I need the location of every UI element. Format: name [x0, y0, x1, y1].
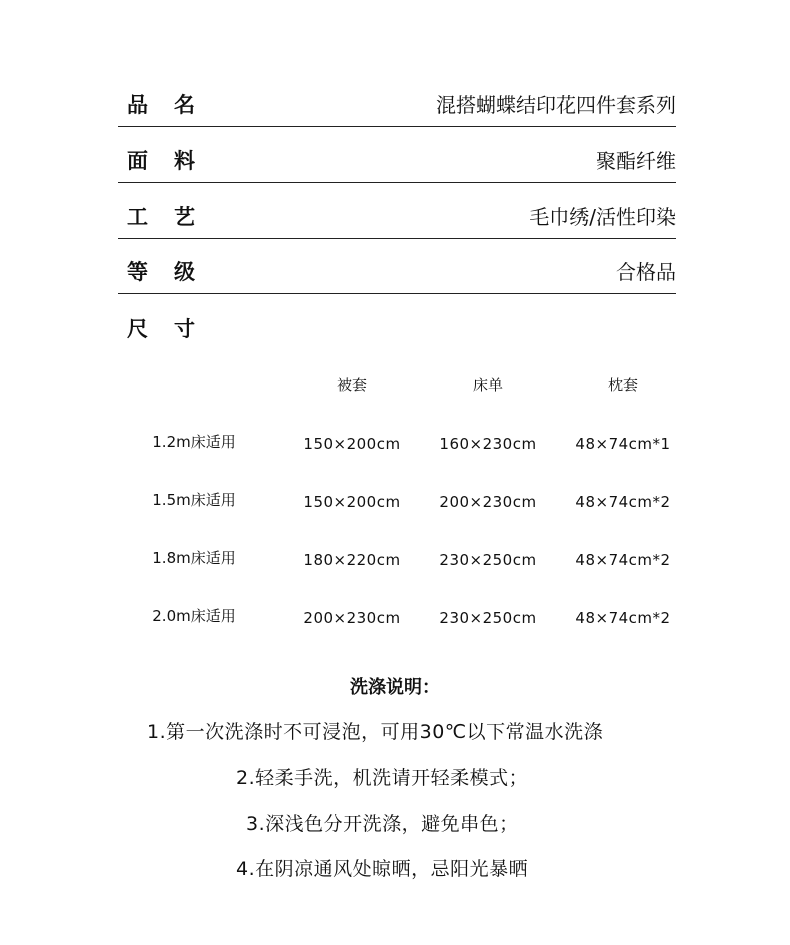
spec-value: 混搭蝴蝶结印花四件套系列 — [436, 93, 676, 117]
column-header-sheet: 床单 — [472, 376, 504, 394]
column-header-pillowcase: 枕套 — [607, 376, 639, 394]
wash-instruction: 4.在阴凉通风处晾晒，忌阳光暴晒 — [236, 858, 529, 880]
table-cell: 200×230cm — [439, 493, 537, 511]
wash-instruction: 2.轻柔手洗，机洗请开轻柔模式； — [236, 767, 529, 789]
spec-row-fabric — [118, 142, 676, 180]
table-cell: 150×200cm — [303, 493, 401, 511]
spec-label: 尺寸 — [127, 317, 221, 341]
spec-row-grade — [118, 253, 676, 291]
table-cell: 160×230cm — [439, 435, 537, 453]
table-cell: 48×74cm*1 — [575, 435, 671, 453]
spec-label: 等级 — [127, 260, 221, 284]
table-cell: 150×200cm — [303, 435, 401, 453]
row-label: 1.5m床适用 — [152, 491, 236, 509]
spec-label: 品名 — [127, 93, 221, 117]
spec-row-size — [118, 310, 676, 348]
table-cell: 230×250cm — [439, 609, 537, 627]
divider — [118, 293, 676, 294]
table-cell: 230×250cm — [439, 551, 537, 569]
spec-label: 工艺 — [127, 205, 221, 229]
spec-value: 合格品 — [616, 260, 676, 284]
divider — [118, 182, 676, 183]
divider — [118, 126, 676, 127]
row-label: 1.8m床适用 — [152, 549, 236, 567]
spec-value: 毛巾绣/活性印染 — [529, 205, 676, 229]
spec-label: 面料 — [127, 149, 221, 173]
spec-value: 聚酯纤维 — [596, 149, 676, 173]
column-header-duvet: 被套 — [336, 376, 368, 394]
table-cell: 48×74cm*2 — [575, 551, 671, 569]
table-cell: 48×74cm*2 — [575, 609, 671, 627]
row-label: 2.0m床适用 — [152, 607, 236, 625]
table-cell: 48×74cm*2 — [575, 493, 671, 511]
divider — [118, 238, 676, 239]
spec-row-craft — [118, 198, 676, 236]
table-cell: 200×230cm — [303, 609, 401, 627]
wash-instruction: 1.第一次洗涤时不可浸泡，可用30℃以下常温水洗涤 — [147, 721, 604, 743]
row-label: 1.2m床适用 — [152, 433, 236, 451]
wash-title: 洗涤说明： — [350, 677, 440, 698]
wash-instruction: 3.深浅色分开洗涤，避免串色； — [246, 813, 519, 835]
table-cell: 180×220cm — [303, 551, 401, 569]
spec-row-product-name — [118, 86, 676, 124]
